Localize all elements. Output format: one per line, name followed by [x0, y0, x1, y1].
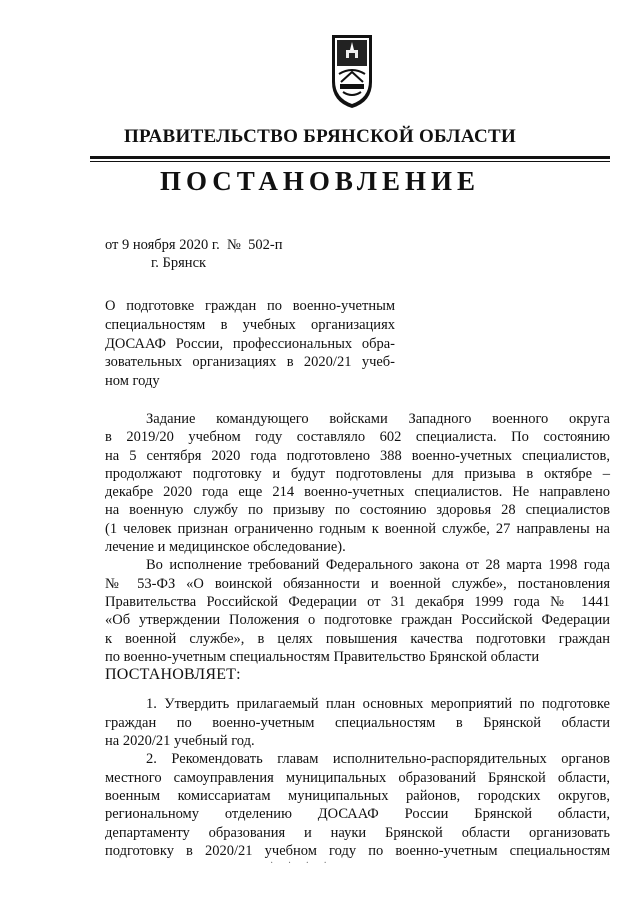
body-line: к военной службе», в целях повышения качества подготовки граждан: [105, 630, 610, 647]
body-line: 1. Утвердить прилагаемый план основных мероприятий по подготовке: [146, 696, 610, 713]
body-line: подготовку в 2020/21 учебном году по военно-учетным специальностям: [105, 842, 610, 859]
body-line: местного самоуправления муниципальных образований Брянской области,: [105, 769, 610, 786]
paragraph-task: [105, 410, 610, 556]
document-type: ПОСТАНОВЛЕНИЕ: [159, 166, 481, 196]
body-line: на военную службу по призыву по состоянию здоровья 28 специалистов: [105, 502, 610, 519]
body-line: «Об утверждении Положения о подготовке граждан Российской Федерации: [105, 612, 610, 629]
subject-line: ДОСААФ России, профессиональных обра-: [105, 335, 395, 352]
document-body: [105, 410, 610, 860]
body-line: граждан по военно-учетным специальностям в Брянской области: [105, 714, 610, 731]
item-2: [105, 750, 610, 860]
body-line: военным комиссариатам муниципальных районов, городских округов,: [105, 787, 610, 804]
body-line: на 2020/21 учебный год.: [105, 733, 255, 750]
body-line: 2. Рекомендовать главам исполнительно-распорядительных органов: [146, 751, 610, 768]
body-line: Во исполнение требований Федерального закона от 28 марта 1998 года: [146, 557, 610, 574]
body-line: департаменту образования и науки Брянской области организовать: [105, 824, 610, 841]
header-rule-thin: [90, 161, 610, 162]
scan-marks: · · · ·: [270, 858, 333, 869]
subject-line: ном году: [105, 373, 160, 390]
body-line: лечение и медицинское обследование).: [105, 539, 346, 556]
body-line: № 53-ФЗ «О воинской обязанности и военной службе», постановления: [105, 575, 610, 592]
document-city: г. Брянск: [151, 255, 207, 271]
organization-title: ПРАВИТЕЛЬСТВО БРЯНСКОЙ ОБЛАСТИ: [123, 126, 517, 147]
body-line: (1 человек признан ограниченно годным к военной службе, 27 направлены на: [105, 520, 610, 537]
body-line: в 2019/20 учебном году составляло 602 специалиста. По состоянию: [105, 429, 610, 446]
body-line: Правительства Российской Федерации от 31 декабря 1999 года № 1441: [105, 593, 610, 610]
body-line: по военно-учетным специальностям Правительство Брянской области: [105, 648, 540, 665]
coat-of-arms-icon: [329, 32, 375, 110]
body-line: Задание командующего войсками Западного военного округа: [146, 411, 610, 427]
subject-line: специальностям в учебных организациях: [105, 316, 395, 333]
resolve-keyword: ПОСТАНОВЛЯЕТ:: [105, 666, 241, 684]
body-line: на 5 сентября 2020 года подготовлено 388 военно-учетных специалистов,: [105, 447, 610, 464]
document-date-number: от 9 ноября 2020 г. № 502-п: [105, 237, 283, 253]
item-1: [105, 695, 610, 750]
paragraph-basis: [105, 556, 610, 684]
header-rule: [90, 156, 610, 159]
body-line: декабре 2020 года еще 214 военно-учетных специалистов. Не направлено: [105, 484, 610, 501]
subject-line: зовательных организациях в 2020/21 учеб-: [105, 354, 395, 371]
document-subject: [105, 297, 395, 391]
body-line: региональному отделению ДОСААФ России Брянской области,: [105, 806, 610, 823]
body-line: продолжают подготовку и будут подготовлены для призыва в октябре –: [105, 465, 610, 482]
paragraph-gap: [105, 684, 610, 695]
subject-line: О подготовке граждан по военно-учетным: [105, 298, 395, 314]
